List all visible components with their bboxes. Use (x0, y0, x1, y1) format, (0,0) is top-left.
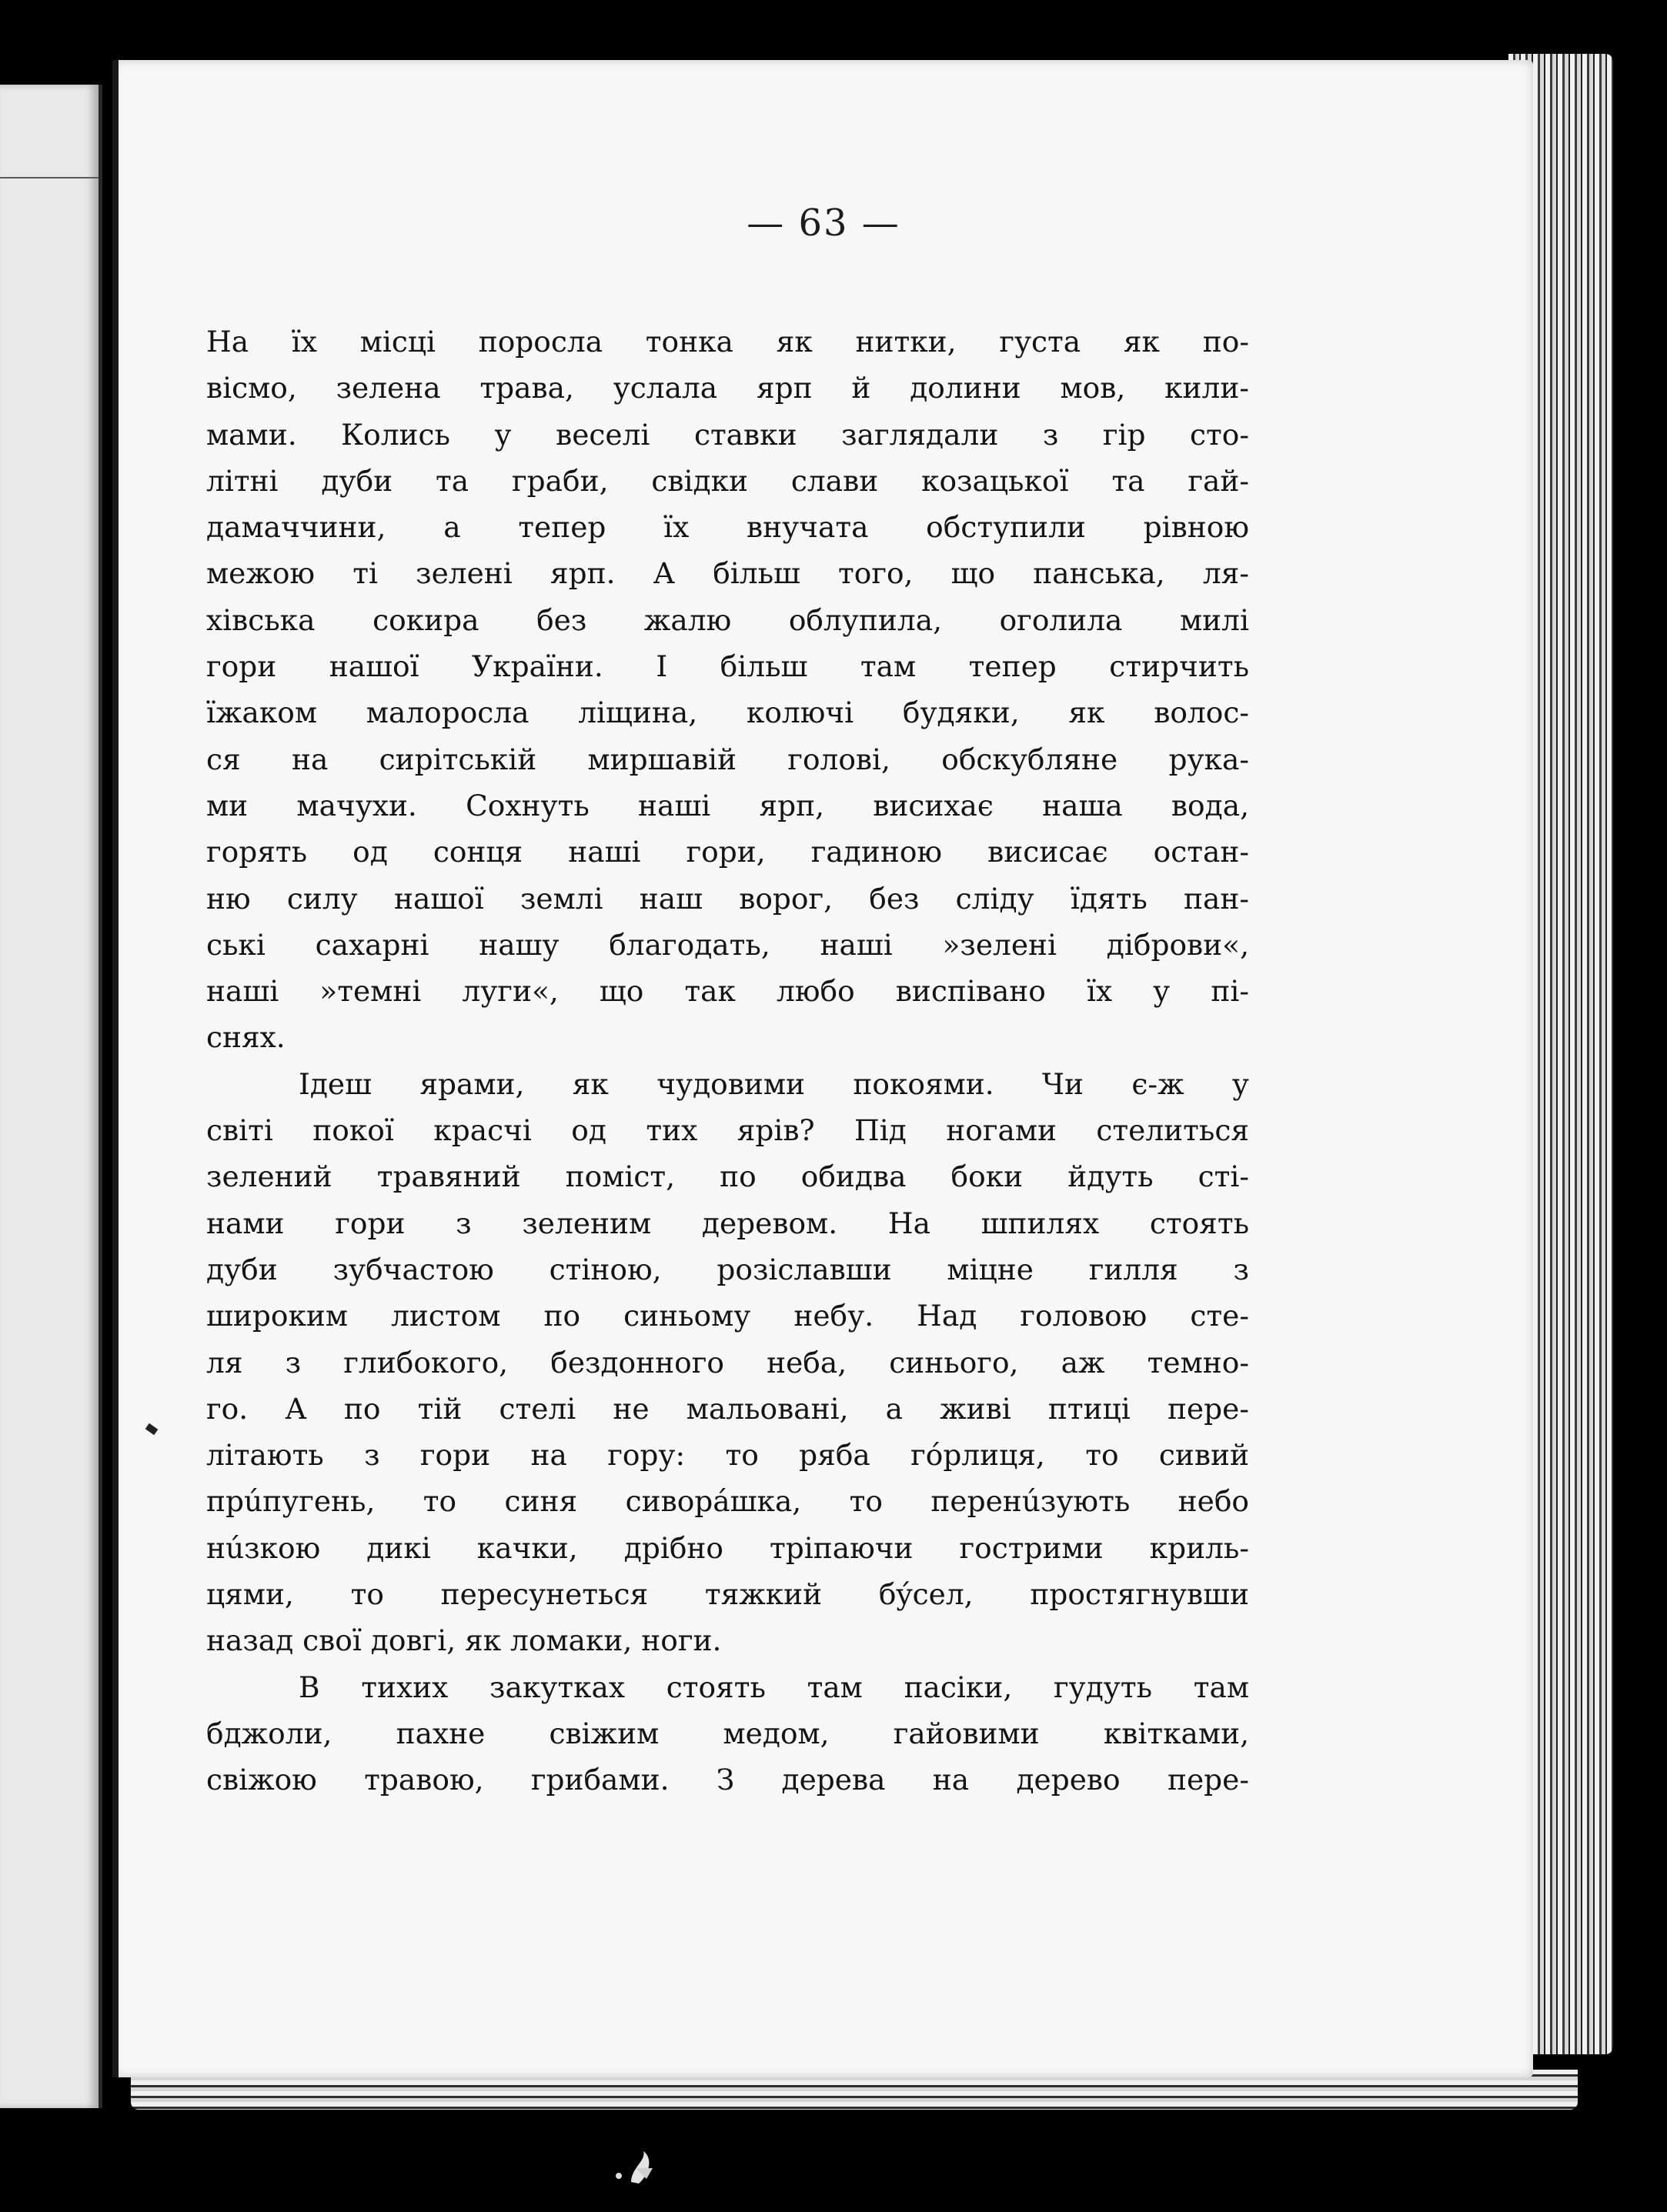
ornament-icon (608, 2145, 662, 2191)
text-line: дамаччини, а тепер їх внучата обступили рівною (206, 510, 1249, 545)
page-number: — 63 — (747, 202, 900, 245)
text-line: Ідеш ярами, як чудовими покоями. Чи є-ж у (299, 1066, 1249, 1101)
text-line: свіжою травою, грибами. З дерева на дерево пере- (206, 1763, 1249, 1797)
text-line: літають з гори на гору: то ряба гóрлиця, то сивий (206, 1438, 1249, 1473)
text-line: горять од сонця наші гори, гадиною висисає остан- (206, 835, 1249, 869)
text-line: ся на сирітській миршавій голові, обскубляне рука- (206, 742, 1249, 776)
text-line: світі покої красчі од тих ярів? Під ногами стелиться (206, 1113, 1249, 1148)
text-line: На їх місці поросла тонка як нитки, густа як по- (206, 325, 1249, 359)
text-line: назад свої довгі, як ломаки, ноги. (206, 1623, 722, 1658)
text-line: дуби зубчастою стіною, розіславши міцне гилля з (206, 1252, 1249, 1286)
left-page-edge (0, 85, 102, 2108)
text-line: цями, то пересунеться тяжкий бýсел, простягнувши (206, 1577, 1249, 1612)
text-line: бджоли, пахне свіжим медом, гайовими квітками, (206, 1716, 1249, 1750)
text-line: ню силу нашої землі наш ворог, без сліду їдять пан- (206, 881, 1249, 916)
text-line: мами. Колись у веселі ставки заглядали з гір сто- (206, 417, 1249, 452)
text-line: го. А по тій стелі не мальовані, а живі птиці пере- (206, 1391, 1249, 1426)
text-line: їжаком малоросла ліщина, колючі будяки, як волос- (206, 696, 1249, 730)
text-line: гори нашої України. І більш там тепер стирчить (206, 649, 1249, 684)
text-line: прúпугень, то синя сиворáшка, то перенúзують небо (206, 1484, 1249, 1519)
left-page-rule (0, 177, 99, 178)
text-line: ля з глибокого, бездонного неба, синього, аж темно- (206, 1345, 1249, 1380)
text-line: В тихих закутках стоять там пасіки, гудуть там (299, 1670, 1249, 1704)
text-line: вісмо, зелена трава, услала ярп й долини мов, кили- (206, 371, 1249, 405)
page-binding-edge (112, 60, 119, 2077)
text-line: ми мачухи. Сохнуть наші ярп, висихає наша вода, (206, 788, 1249, 822)
text-line: широким листом по синьому небу. Над головою сте- (206, 1299, 1249, 1333)
text-line: межою ті зелені ярп. А більш того, що панська, ля- (206, 556, 1249, 591)
body-text (206, 319, 1249, 1803)
text-line: зелений травяний поміст, по обидва боки йдуть сті- (206, 1159, 1249, 1194)
text-line: ські сахарні нашу благодать, наші »зелені діброви«, (206, 927, 1249, 962)
text-line: літні дуби та граби, свідки слави козацької та гай- (206, 463, 1249, 498)
text-line: наші »темні луги«, що так любо виспівано їх у пі- (206, 974, 1249, 1009)
text-line: снях. (206, 1020, 286, 1055)
text-line: нами гори з зеленим деревом. На шпилях стоять (206, 1206, 1249, 1240)
text-line: хівська сокира без жалю облупила, оголила милі (206, 602, 1249, 637)
text-line: нúзкою дикі качки, дрібно тріпаючи гострими криль- (206, 1530, 1249, 1565)
